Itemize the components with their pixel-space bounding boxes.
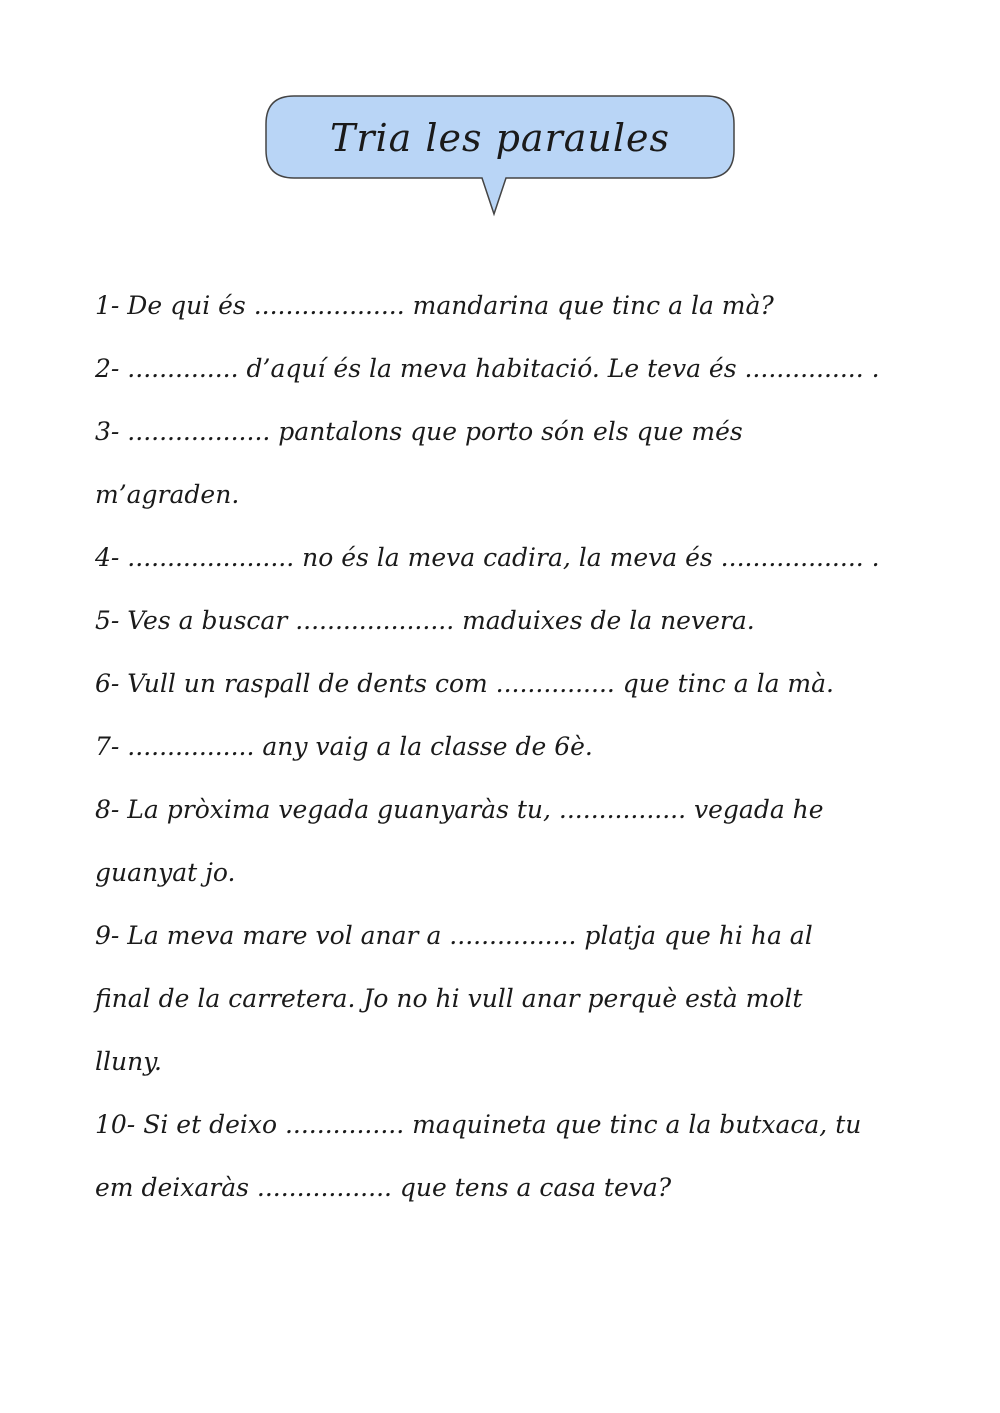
- exercise-line: 8- La pròxima vegada guanyaràs tu, ................ vegada he: [95, 795, 824, 824]
- exercise-line: 7- ................ any vaig a la classe de 6è.: [95, 732, 593, 761]
- exercise-line: 2- .............. d’aquí és la meva habitació. Le teva és ............... .: [95, 354, 880, 383]
- exercise-line: m’agraden.: [95, 480, 240, 509]
- exercise-line: final de la carretera. Jo no hi vull anar perquè està molt: [95, 984, 803, 1013]
- exercise-line: guanyat jo.: [95, 858, 236, 887]
- exercise-line: 10- Si et deixo ............... maquineta que tinc a la butxaca, tu: [95, 1110, 862, 1139]
- title-speech-bubble: [264, 94, 736, 220]
- exercise-line: 5- Ves a buscar .................... maduixes de la nevera.: [95, 606, 755, 635]
- exercise-line: 3- .................. pantalons que porto són els que més: [95, 417, 743, 446]
- exercise-line: 9- La meva mare vol anar a ................ platja que hi ha al: [95, 921, 813, 950]
- exercise-line: em deixaràs ................. que tens a casa teva?: [95, 1173, 672, 1202]
- exercise-line: 4- ..................... no és la meva cadira, la meva és .................. .: [95, 543, 880, 572]
- page-title: Tria les paraules: [329, 116, 671, 160]
- exercise-line: lluny.: [95, 1047, 162, 1076]
- exercise-line: 1- De qui és ................... mandarina que tinc a la mà?: [95, 291, 774, 320]
- exercise-list: [95, 278, 915, 1223]
- exercise-line: 6- Vull un raspall de dents com ............... que tinc a la mà.: [95, 669, 834, 698]
